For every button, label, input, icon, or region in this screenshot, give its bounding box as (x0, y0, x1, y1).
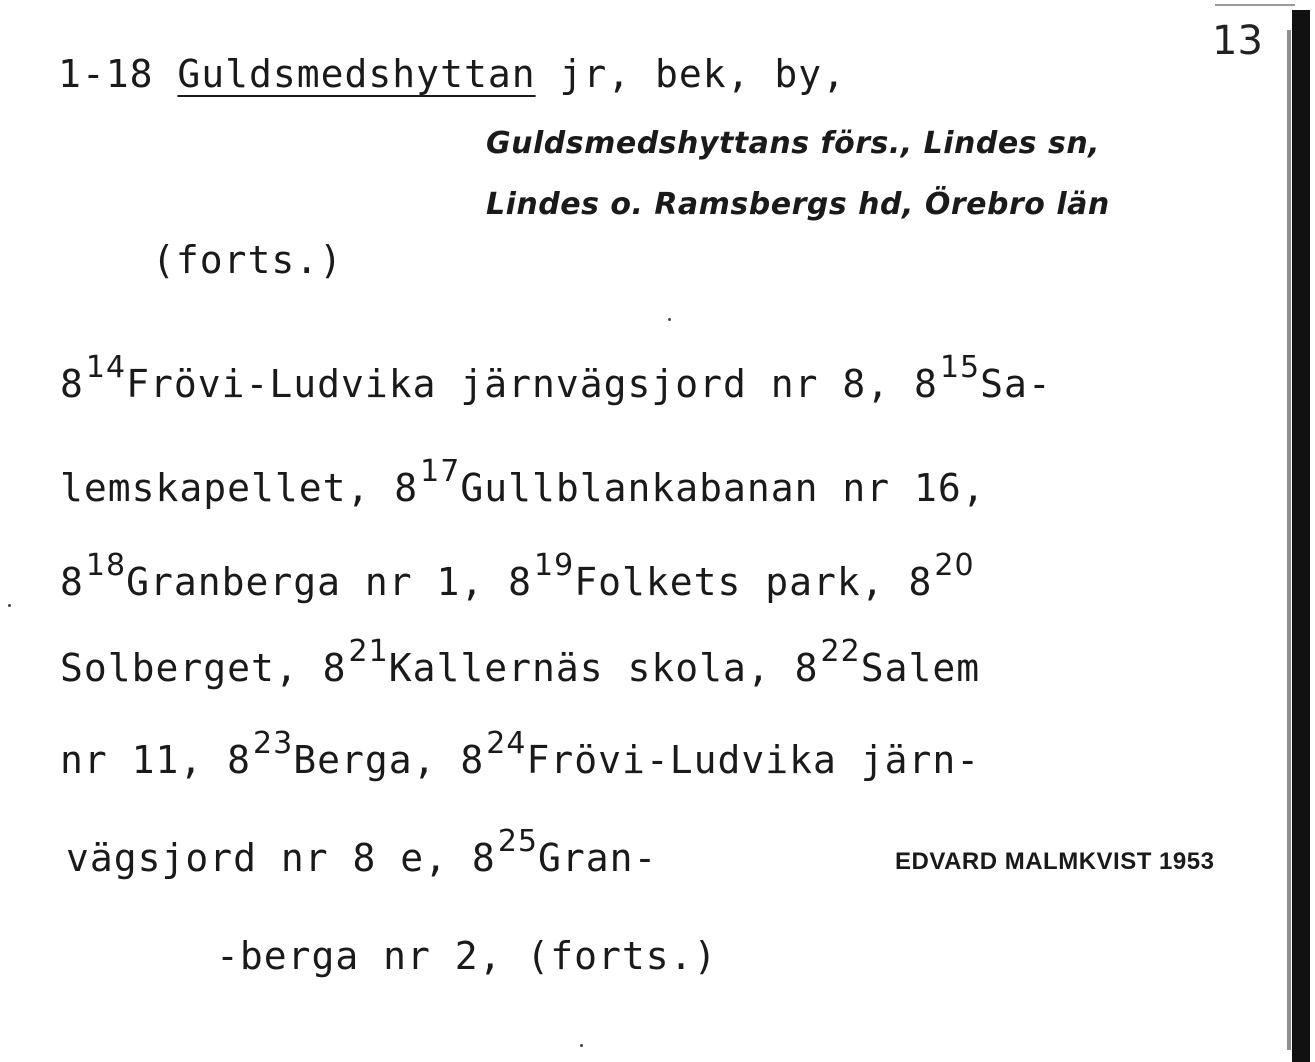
entry-superscript: 15 (939, 350, 981, 386)
entry-text: Granberga nr 1, 8 (126, 560, 533, 604)
entry-superscript: 14 (85, 350, 127, 386)
entry-superscript: 20 (934, 548, 975, 584)
entry-superscript: 22 (820, 634, 861, 670)
paper-speck (580, 1044, 583, 1047)
entry-text: Folkets park, 8 (574, 560, 933, 604)
entry-text: Solberget, 8 (60, 646, 347, 690)
entry-text: Sa- (980, 362, 1052, 406)
location-line-1: Guldsmedshyttans förs., Lindes sn, (486, 126, 1101, 161)
entry-superscript: 18 (85, 548, 127, 584)
card-edge-bar (1292, 10, 1310, 1062)
entry-line (60, 726, 981, 782)
entry-text: -berga nr 2, (forts.) (216, 934, 718, 978)
entry-line (60, 634, 981, 690)
entry-text: Gullblankabanan nr 16, (460, 466, 986, 510)
entry-text: 8 (60, 560, 84, 604)
author-stamp: EDVARD MALMKVIST 1953 (895, 848, 1215, 875)
entry-text: lemskapellet, 8 (60, 466, 419, 510)
paper-speck (8, 604, 11, 607)
paper-speck (668, 318, 671, 321)
entry-line (216, 934, 717, 978)
entry-superscript: 23 (253, 726, 294, 762)
page-number: 13 (1212, 18, 1263, 64)
entry-superscript: 21 (348, 634, 389, 670)
entry-line (60, 454, 986, 510)
entry-line (60, 350, 1052, 406)
entry-line (66, 824, 658, 880)
entry-text: Salem (860, 646, 981, 690)
card-edge-shadow (1287, 30, 1291, 1050)
entry-superscript: 25 (497, 824, 538, 860)
entry-text: Frövi-Ludvika järnvägsjord nr 8, 8 (126, 362, 938, 406)
entry-text: vägsjord nr 8 e, 8 (66, 836, 496, 880)
entry-text: Berga, 8 (293, 738, 485, 782)
heading-suffix: jr, bek, by, (559, 52, 847, 96)
entry-text: nr 11, 8 (60, 738, 252, 782)
entry-text: Gran- (538, 836, 658, 880)
continued-label: (forts.) (152, 238, 344, 282)
location-line-2: Lindes o. Ramsbergs hd, Örebro län (486, 187, 1110, 222)
entry-superscript: 17 (420, 454, 461, 490)
heading-prefix: 1-18 (58, 52, 154, 96)
entry-text: Frövi-Ludvika järn- (526, 738, 981, 782)
entry-superscript: 24 (486, 726, 527, 762)
entry-superscript: 19 (534, 548, 575, 584)
heading-place-name: Guldsmedshyttan (177, 52, 536, 96)
entry-text: 8 (60, 362, 84, 406)
heading-line (58, 52, 846, 96)
entry-text: Kallernäs skola, 8 (388, 646, 819, 690)
entry-line (60, 548, 975, 604)
top-edge-rule (1215, 4, 1295, 6)
